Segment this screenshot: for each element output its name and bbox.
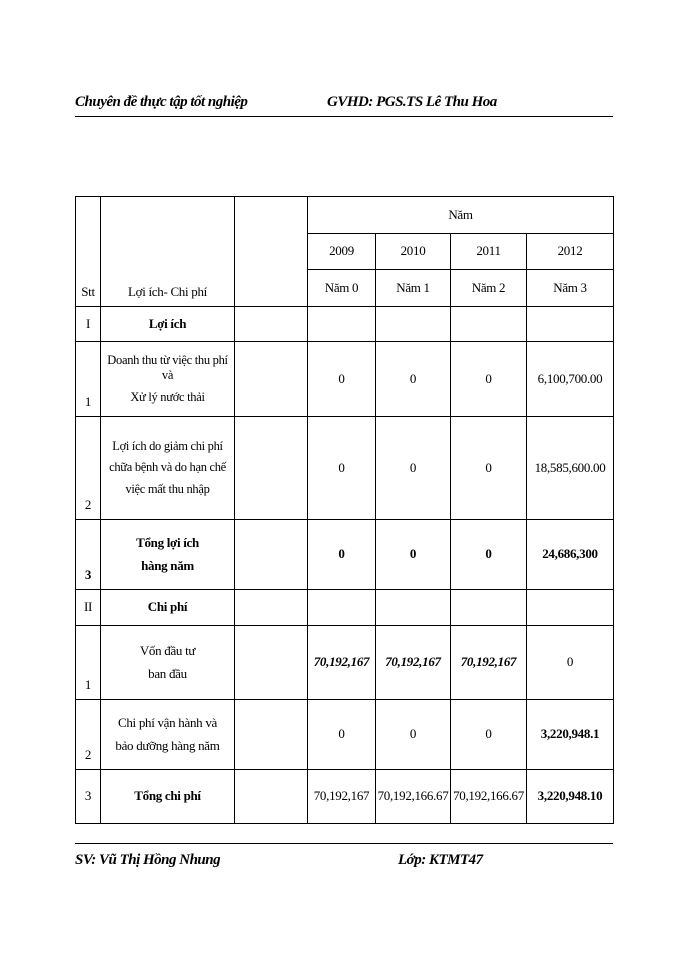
header-supervisor: GVHD: PGS.TS Lê Thu Hoa <box>327 94 497 110</box>
page-footer <box>75 843 613 868</box>
header-title: Chuyên đề thực tập tốt nghiệp <box>75 94 248 110</box>
row-stt: 2 <box>76 700 101 770</box>
row-value: 0 <box>451 520 527 590</box>
row-value: 0 <box>376 520 451 590</box>
table-row <box>76 342 614 417</box>
period-1: Năm 1 <box>376 270 451 307</box>
row-label: Chi phí vận hành và bảo dưỡng hàng năm <box>101 700 235 770</box>
table-row <box>76 520 614 590</box>
row-value: 0 <box>451 700 527 770</box>
period-0: Năm 0 <box>308 270 376 307</box>
row-value: 0 <box>376 417 451 520</box>
row-value <box>308 307 376 342</box>
row-value <box>527 307 614 342</box>
row-value: 0 <box>308 520 376 590</box>
row-value: 0 <box>308 342 376 417</box>
row-value: 0 <box>451 342 527 417</box>
row-value: 70,192,166.67 <box>376 770 451 824</box>
row-stt: 2 <box>76 417 101 520</box>
year-2009: 2009 <box>308 234 376 270</box>
row-stt: 3 <box>76 770 101 824</box>
year-2010: 2010 <box>376 234 451 270</box>
row-value: 3,220,948.10 <box>527 770 614 824</box>
period-2: Năm 2 <box>451 270 527 307</box>
row-value: 0 <box>376 342 451 417</box>
row-stt: I <box>76 307 101 342</box>
row-value: 0 <box>451 417 527 520</box>
row-value <box>376 590 451 626</box>
table-row <box>76 700 614 770</box>
row-value <box>376 307 451 342</box>
year-2011: 2011 <box>451 234 527 270</box>
row-stt: 1 <box>76 342 101 417</box>
row-value: 6,100,700.00 <box>527 342 614 417</box>
row-value <box>527 590 614 626</box>
row-label: Tổng chi phí <box>101 770 235 824</box>
header-year-group: Năm <box>308 197 614 234</box>
row-label: Lợi ích do giảm chi phí chữa bệnh và do hạn chế việc mất thu nhập <box>101 417 235 520</box>
table-row <box>76 626 614 700</box>
row-stt: 3 <box>76 520 101 590</box>
footer-class: Lớp: KTMT47 <box>398 852 483 868</box>
row-value: 0 <box>376 700 451 770</box>
row-stt: 1 <box>76 626 101 700</box>
row-label: Chi phí <box>101 590 235 626</box>
row-value: 24,686,300 <box>527 520 614 590</box>
row-label: Vốn đầu tư ban đầu <box>101 626 235 700</box>
table-row <box>76 417 614 520</box>
year-2012: 2012 <box>527 234 614 270</box>
table-row <box>76 307 614 342</box>
table-row <box>76 770 614 824</box>
row-value: 18,585,600.00 <box>527 417 614 520</box>
row-stt: II <box>76 590 101 626</box>
row-value: 70,192,167 <box>308 770 376 824</box>
page-header <box>75 90 613 117</box>
row-value <box>308 590 376 626</box>
row-value: 3,220,948.1 <box>527 700 614 770</box>
row-label: Lợi ích <box>101 307 235 342</box>
header-item: Lợi ích- Chi phí <box>101 197 235 307</box>
header-stt: Stt <box>76 197 101 307</box>
row-value: 70,192,167 <box>451 626 527 700</box>
footer-student: SV: Vũ Thị Hồng Nhung <box>75 852 221 868</box>
cost-benefit-table <box>75 196 614 824</box>
row-value: 70,192,167 <box>376 626 451 700</box>
row-label: Tổng lợi ích hàng năm <box>101 520 235 590</box>
header-blank <box>235 197 308 307</box>
row-label: Doanh thu từ việc thu phí và Xử lý nước thải <box>101 342 235 417</box>
row-value: 0 <box>527 626 614 700</box>
row-value: 70,192,166.67 <box>451 770 527 824</box>
row-value: 70,192,167 <box>308 626 376 700</box>
row-value: 0 <box>308 417 376 520</box>
table-row <box>76 590 614 626</box>
row-value <box>451 307 527 342</box>
row-value: 0 <box>308 700 376 770</box>
period-3: Năm 3 <box>527 270 614 307</box>
row-value <box>451 590 527 626</box>
